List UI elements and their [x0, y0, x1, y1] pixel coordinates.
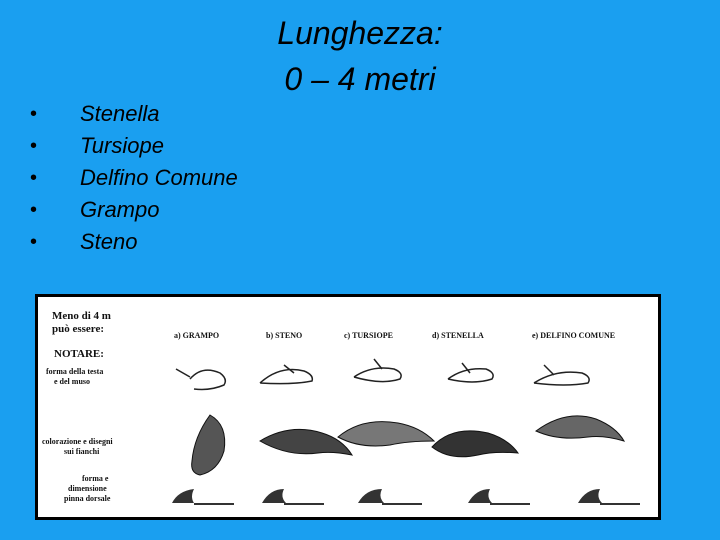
steno-body-icon — [260, 429, 352, 455]
tursiope-body-icon — [338, 422, 434, 446]
column-grampo: a) GRAMPO — [174, 331, 220, 340]
bullet-icon: • — [30, 198, 38, 221]
delfino-fin-icon — [578, 489, 602, 503]
list-item-label: Stenella — [80, 101, 160, 126]
stenella-fin-icon — [468, 489, 492, 503]
steno-fin-icon — [262, 489, 286, 503]
dolphin-bodies — [192, 415, 624, 475]
fin-base-icon — [284, 503, 324, 505]
bullet-icon: • — [30, 102, 38, 125]
delfino-body-icon — [536, 416, 624, 441]
column-steno: b) STENO — [266, 331, 303, 340]
column-tursiope: c) TURSIOPE — [344, 331, 393, 340]
arrow-icon — [176, 369, 190, 377]
list-item — [30, 98, 238, 130]
stenella-body-icon — [432, 431, 518, 457]
head-shape-label-2: e del muso — [54, 377, 90, 386]
list-item-label: Tursiope — [80, 133, 164, 158]
tursiope-head-icon — [354, 368, 401, 382]
dorsal-fins — [172, 489, 640, 505]
color-label-1: colorazione e disegni — [42, 437, 113, 446]
title-line-1: Lunghezza: — [277, 15, 443, 51]
list-item-label: Grampo — [80, 197, 160, 222]
stenella-head-icon — [448, 369, 493, 382]
list-item — [30, 162, 238, 194]
steno-head-icon — [260, 370, 312, 384]
column-stenella: d) STENELLA — [432, 331, 484, 340]
fin-label-1: forma e — [82, 474, 109, 483]
column-delfino-comune: e) DELFINO COMUNE — [532, 331, 616, 340]
bullet-icon: • — [30, 166, 38, 189]
list-item — [30, 194, 238, 226]
dolphin-comparison-figure — [35, 294, 661, 520]
head-shapes — [176, 359, 589, 390]
title-line-2: 0 – 4 metri — [284, 61, 436, 97]
delfino-head-icon — [534, 372, 589, 385]
list-item-label: Delfino Comune — [80, 165, 238, 190]
dolphin-illustration — [38, 297, 658, 517]
tursiope-fin-icon — [358, 489, 384, 503]
grampo-body-icon — [192, 415, 225, 475]
figure-heading-2: può essere: — [52, 323, 105, 335]
fin-base-icon — [194, 503, 234, 505]
bullet-icon: • — [30, 134, 38, 157]
species-bullet-list — [30, 98, 238, 258]
fin-base-icon — [490, 503, 530, 505]
bullet-icon: • — [30, 230, 38, 253]
list-item — [30, 226, 238, 258]
fin-base-icon — [382, 503, 422, 505]
list-item-label: Steno — [80, 229, 138, 254]
arrow-icon — [374, 359, 382, 369]
color-label-2: sui fianchi — [64, 447, 100, 456]
fin-label-2: dimensione — [68, 484, 107, 493]
figure-heading-1: Meno di 4 m — [52, 310, 111, 322]
fin-label-3: pinna dorsale — [64, 494, 111, 503]
slide-title — [240, 10, 480, 102]
fin-base-icon — [600, 503, 640, 505]
notare-label: NOTARE: — [54, 348, 104, 360]
list-item — [30, 130, 238, 162]
head-shape-label-1: forma della testa — [46, 367, 104, 376]
arrow-icon — [544, 365, 554, 375]
grampo-fin-icon — [172, 489, 194, 503]
grampo-head-icon — [190, 370, 225, 389]
